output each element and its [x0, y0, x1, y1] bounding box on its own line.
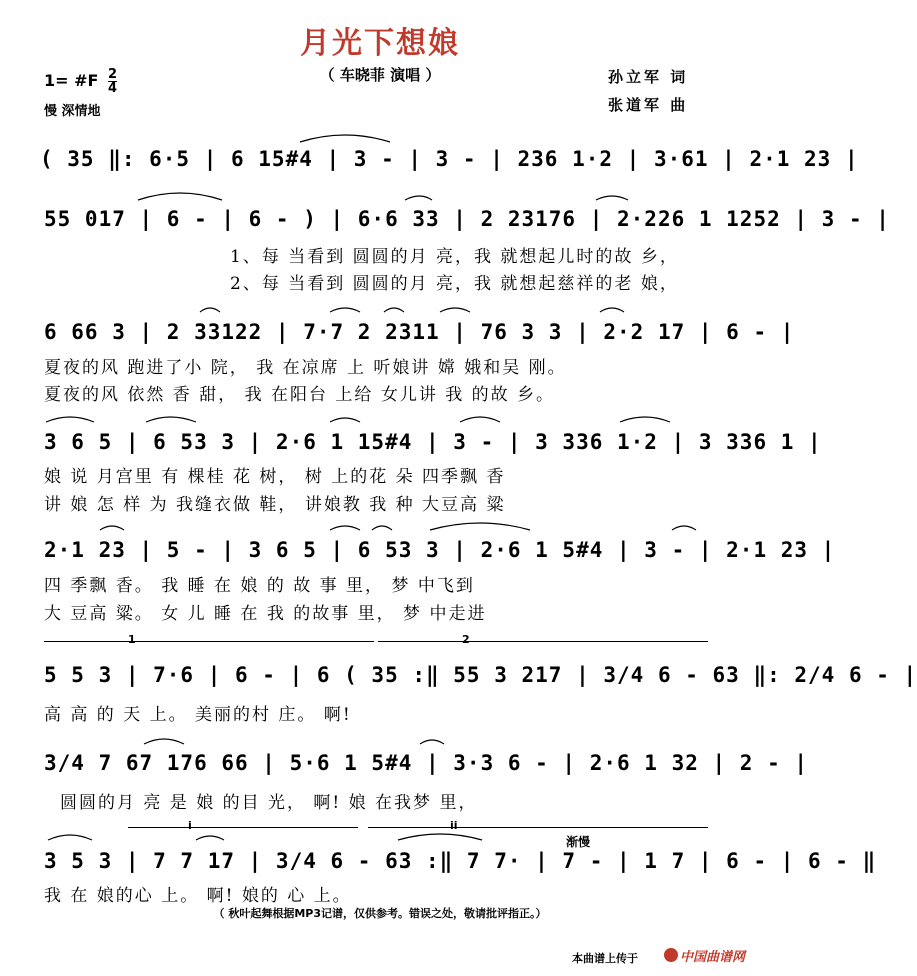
slur-mark — [600, 308, 624, 312]
lyricist-credit: 孙立军 词 — [608, 68, 689, 86]
brand-name: 中国曲谱网 — [680, 950, 746, 965]
lyrics-line-5-verse-2: 大 豆高 粱。 女 儿 睡 在 我 的故事 里， 梦 中走进 — [44, 604, 487, 624]
melody-line-6: 5 5 3 | 7·6 | 6 - | 6 ( 35 :‖ 55 3 217 | 3/4 6 - 63 ‖: 2/4 6 - | — [44, 663, 917, 687]
lyrics-line-6: 高 高 的 天 上。 美丽的村 庄。 啊! — [44, 705, 352, 725]
slur-mark — [398, 834, 482, 840]
slur-mark — [440, 308, 470, 312]
upload-label: 本曲谱上传于 — [572, 952, 638, 965]
melody-line-3: 6 66 3 | 2 33122 | 7·7 2 2311 | 76 3 3 | 2·2 17 | 6 - | — [44, 320, 795, 344]
lyrics-line-2-verse-1: 1、每 当看到 圆圆的月 亮，我 就想起儿时的故 乡， — [230, 247, 679, 267]
composer-credit: 张道军 曲 — [608, 96, 689, 114]
lyrics-line-8: 我 在 娘的心 上。 啊! 娘的 心 上。 — [44, 886, 352, 906]
slur-mark — [460, 417, 500, 422]
slur-mark — [138, 193, 222, 200]
transcription-note: （ 秋叶起舞根据MP3记谱，仅供参考。错误之处，敬请批评指正。） — [213, 907, 547, 920]
slur-mark — [372, 526, 392, 530]
meter-bottom: 4 — [108, 81, 118, 96]
slur-mark — [46, 417, 94, 422]
slur-mark — [200, 308, 220, 312]
lyrics-line-4-verse-2: 讲 娘 怎 样 为 我缝衣做 鞋， 讲娘教 我 种 大豆高 粱 — [44, 495, 506, 515]
meter-top: 2 — [108, 67, 118, 82]
slur-mark — [330, 308, 360, 312]
volta-label-ii: ii — [450, 819, 458, 832]
lyrics-line-2-verse-2: 2、每 当看到 圆圆的月 亮，我 就想起慈祥的老 娘， — [230, 274, 679, 294]
melody-line-2: 55 017 | 6 - | 6 - ) | 6·6 33 | 2 23176 | 2·226 1 1252 | 3 - | — [44, 207, 890, 231]
lyrics-line-4-verse-1: 娘 说 月宫里 有 棵桂 花 树， 树 上的花 朵 四季飘 香 — [44, 467, 506, 487]
slur-mark — [196, 836, 224, 840]
tempo-marking: 慢 深情地 — [44, 104, 101, 119]
lyrics-line-5-verse-1: 四 季飘 香。 我 睡 在 娘 的 故 事 里， 梦 中飞到 — [44, 576, 475, 596]
slur-mark — [146, 417, 196, 422]
melody-line-1: ( 35 ‖: 6·5 | 6 15#4 | 3 - | 3 - | 236 1·2 | 3·61 | 2·1 23 | — [40, 147, 859, 171]
dynamics-marking: 渐慢 — [566, 835, 591, 849]
slur-mark — [596, 196, 628, 200]
slur-mark — [672, 526, 696, 530]
slur-mark — [430, 523, 530, 530]
slur-mark — [420, 740, 444, 744]
volta-label-2: 2 — [462, 633, 470, 646]
singer-credit: （ 车晓菲 演唱 ） — [319, 66, 441, 84]
volta-label-1: 1 — [128, 633, 136, 646]
song-title: 月光下想娘 — [300, 26, 460, 61]
lyrics-line-3-verse-2: 夏夜的风 依然 香 甜， 我 在阳台 上给 女儿讲 我 的故 乡。 — [44, 385, 556, 405]
key-label: 1= #F — [44, 71, 99, 90]
melody-line-8: 3 5 3 | 7 7 17 | 3/4 6 - 63 :‖ 7 7· | 7 - | 1 7 | 6 - | 6 - ‖ — [44, 849, 877, 873]
slur-mark — [300, 135, 390, 142]
slur-mark — [100, 526, 124, 530]
slur-mark — [330, 526, 360, 530]
lyrics-line-3-verse-1: 夏夜的风 跑进了小 院， 我 在凉席 上 听娘讲 嫦 娥和吴 刚。 — [44, 358, 567, 378]
melody-line-7: 3/4 7 67 176 66 | 5·6 1 5#4 | 3·3 6 - | 2·6 1 32 | 2 - | — [44, 751, 809, 775]
slur-mark — [384, 308, 404, 312]
brand-logo-icon — [664, 948, 678, 962]
slur-mark — [620, 417, 670, 422]
lyrics-line-7: 圆圆的月 亮 是 娘 的目 光， 啊! 娘 在我梦 里， — [60, 793, 478, 813]
slur-mark — [405, 196, 432, 200]
volta-label-i: i — [188, 819, 192, 832]
melody-line-4: 3 6 5 | 6 53 3 | 2·6 1 15#4 | 3 - | 3 336 1·2 | 3 336 1 | — [44, 430, 822, 454]
melody-line-5: 2·1 23 | 5 - | 3 6 5 | 6 53 3 | 2·6 1 5#4 | 3 - | 2·1 23 | — [44, 538, 836, 562]
slur-mark — [330, 418, 360, 422]
slur-mark — [48, 835, 92, 840]
slur-mark — [144, 739, 184, 744]
